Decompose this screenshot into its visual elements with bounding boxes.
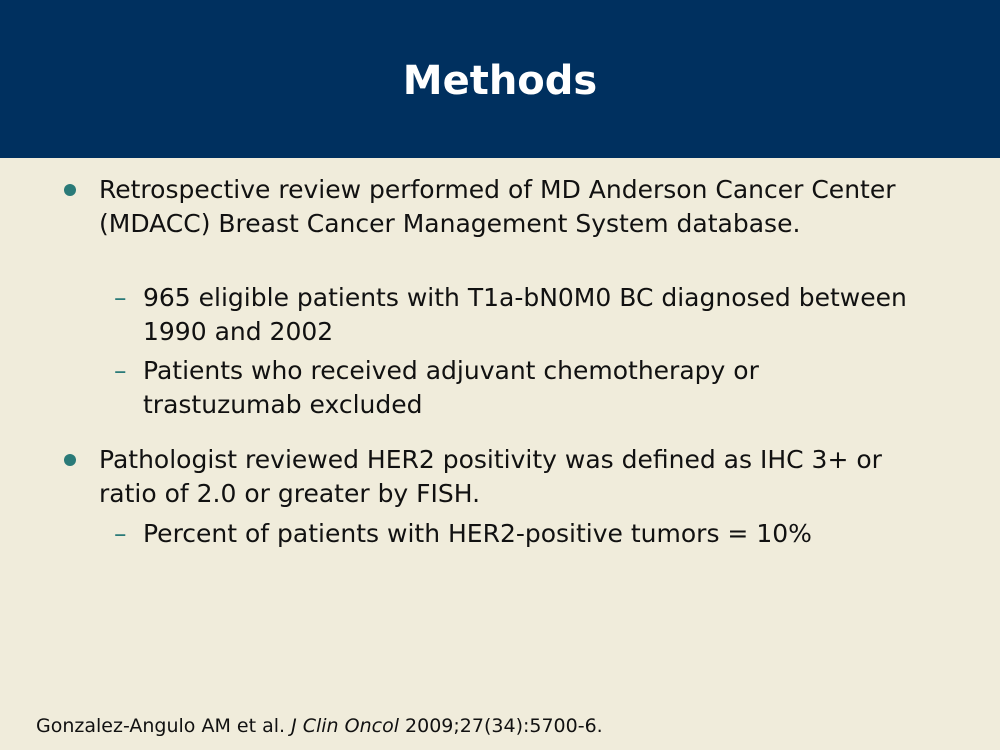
bullet-text: Retrospective review performed of MD Anderson Cancer Center (MDACC) Breast Cancer Management System database. — [99, 175, 896, 238]
bullet-dot-icon — [64, 454, 76, 466]
bullet-dot-icon — [64, 184, 76, 196]
dash-icon: – — [114, 356, 127, 385]
bullet-item-1 — [99, 173, 919, 241]
reference-details: 2009;27(34):5700-6. — [405, 715, 603, 737]
reference-authors: Gonzalez-Angulo AM et al. — [36, 715, 286, 737]
sub-bullet-item-1-2 — [114, 354, 923, 422]
bullet-text: Pathologist reviewed HER2 positivity was defined as IHC 3+ or ratio of 2.0 or greater by FISH. — [99, 445, 882, 508]
reference-journal: J Clin Oncol — [291, 715, 399, 737]
sub-bullet-text: Patients who received adjuvant chemotherapy or trastuzumab excluded — [143, 356, 759, 419]
dash-icon: – — [114, 519, 127, 548]
bullet-item-2 — [99, 443, 919, 511]
slide-title: Methods — [402, 58, 598, 104]
sub-bullet-text: Percent of patients with HER2-positive tumors = 10% — [143, 519, 812, 548]
sub-bullet-text: 965 eligible patients with T1a-bN0M0 BC diagnosed between 1990 and 2002 — [143, 283, 907, 346]
reference-citation — [36, 713, 603, 739]
sub-bullet-item-2-1 — [114, 517, 943, 551]
sub-bullet-item-1-1 — [114, 281, 923, 349]
dash-icon: – — [114, 283, 127, 312]
